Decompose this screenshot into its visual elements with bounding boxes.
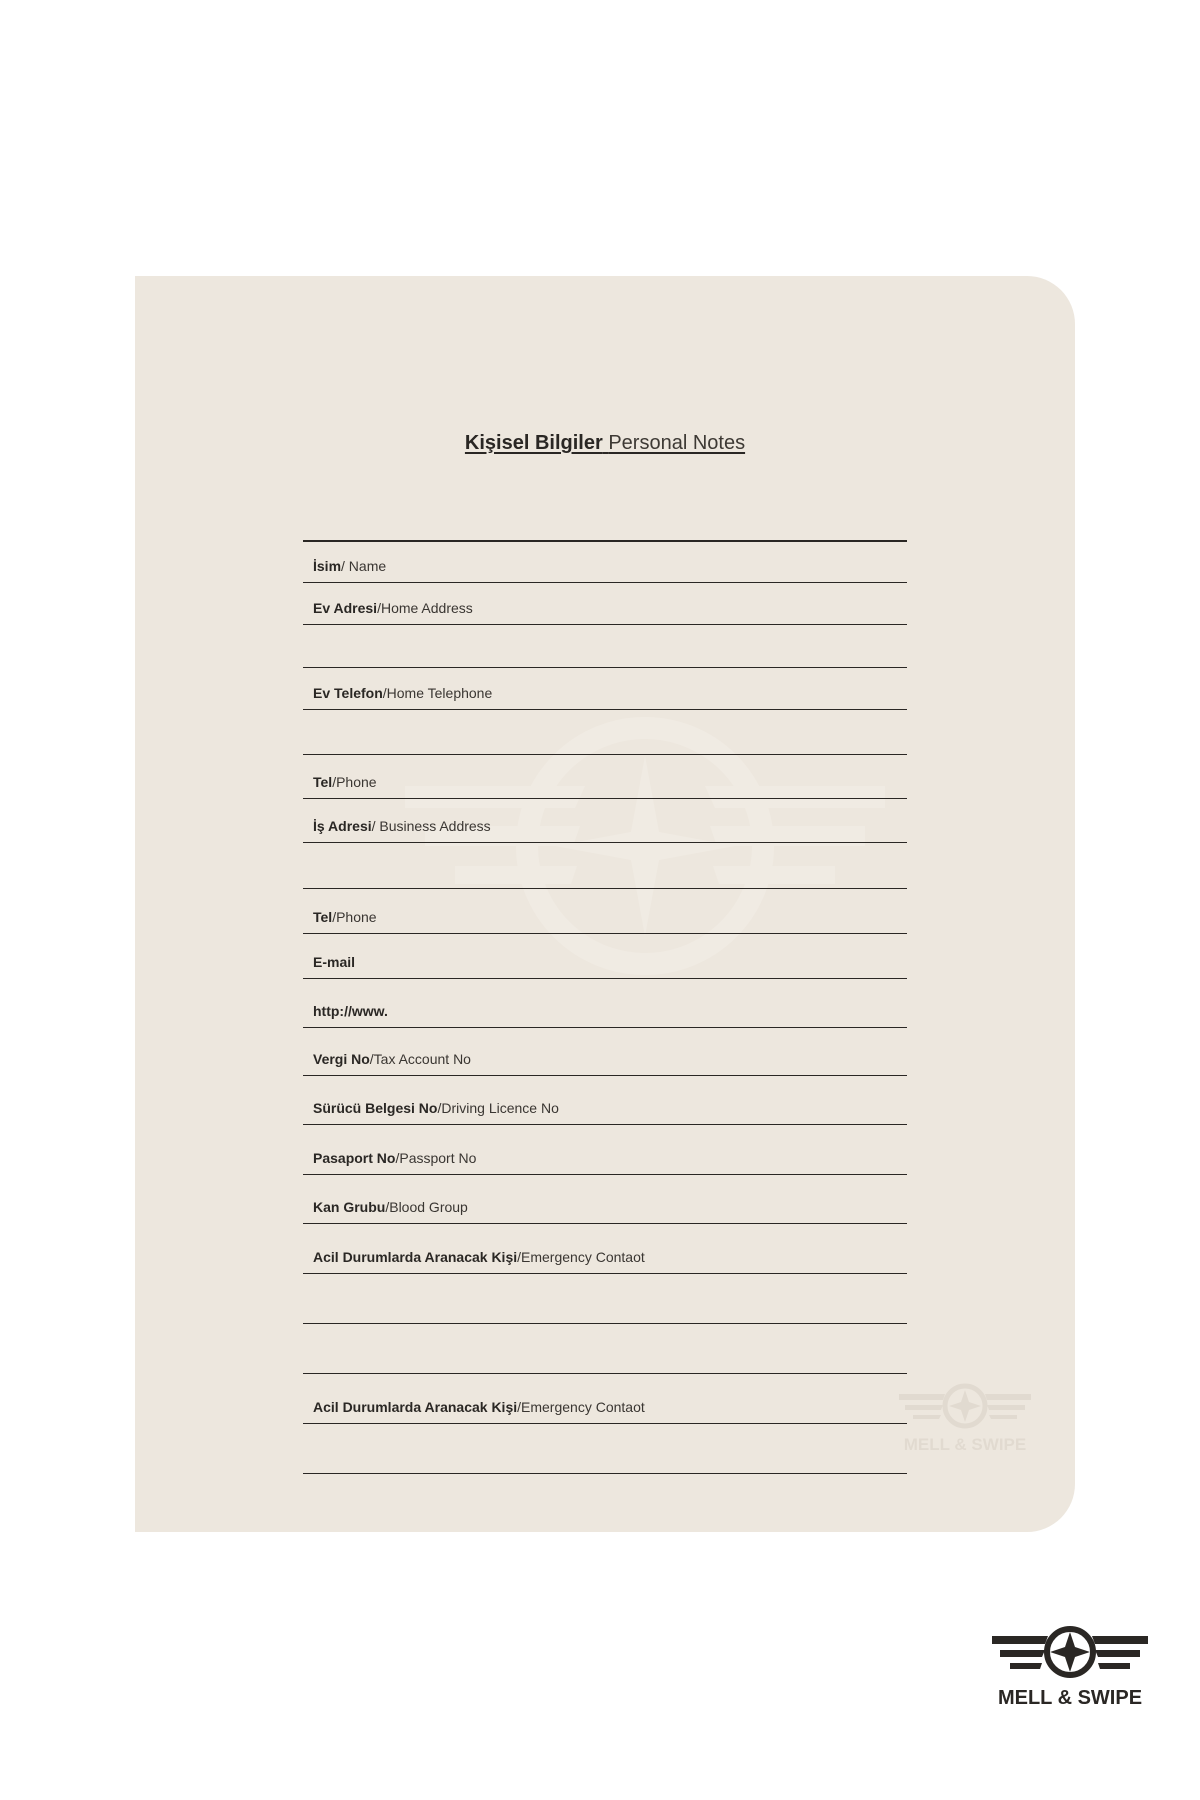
field-row-blood-group[interactable] — [303, 1175, 907, 1224]
field-row-blank[interactable] — [303, 1324, 907, 1374]
field-row-phone[interactable] — [303, 755, 907, 799]
title-turkish: Kişisel Bilgiler — [464, 432, 603, 454]
field-label: Acil Durumlarda Aranacak Kişi/Emergency Contaot — [313, 1399, 645, 1415]
field-label: Pasaport No/Passport No — [313, 1150, 477, 1166]
winged-star-icon — [899, 1386, 1031, 1426]
field-label: Ev Telefon/Home Telephone — [313, 685, 493, 701]
field-label: http://www. — [313, 1003, 388, 1019]
field-row-website[interactable] — [303, 979, 907, 1028]
card-brand-name: MELL & SWIPE — [903, 1435, 1027, 1454]
field-label: Tel/Phone — [313, 909, 377, 925]
field-row-blank[interactable] — [303, 710, 907, 755]
field-label: İş Adresi/ Business Address — [313, 818, 491, 834]
field-label: Acil Durumlarda Aranacak Kişi/Emergency Contaot — [313, 1249, 645, 1265]
card-brand-logo — [897, 1372, 1033, 1458]
field-row-business-address-continued[interactable] — [303, 843, 907, 889]
field-row-business-address[interactable] — [303, 799, 907, 843]
brand-logo — [990, 1618, 1150, 1710]
field-label: Vergi No/Tax Account No — [313, 1051, 471, 1067]
field-row-driving-licence[interactable] — [303, 1076, 907, 1125]
field-row-home-address-continued[interactable] — [303, 625, 907, 668]
field-row-tax-account[interactable] — [303, 1028, 907, 1076]
field-label: Tel/Phone — [313, 774, 377, 790]
field-row-email[interactable] — [303, 934, 907, 979]
field-row-name[interactable] — [303, 542, 907, 583]
page-title — [135, 432, 1075, 455]
brand-name: MELL & SWIPE — [997, 1687, 1143, 1709]
field-row-home-address[interactable] — [303, 583, 907, 625]
field-label: Kan Grubu/Blood Group — [313, 1199, 468, 1215]
field-row-home-telephone[interactable] — [303, 668, 907, 710]
title-english: Personal Notes — [608, 432, 746, 454]
field-row-emergency-contact-2[interactable] — [303, 1374, 907, 1424]
field-row-passport[interactable] — [303, 1125, 907, 1175]
field-row-blank[interactable] — [303, 1274, 907, 1324]
personal-notes-card — [135, 276, 1075, 1532]
winged-star-icon — [992, 1629, 1148, 1675]
field-row-blank[interactable] — [303, 1424, 907, 1474]
field-label: E-mail — [313, 954, 356, 970]
field-row-emergency-contact-1[interactable] — [303, 1224, 907, 1274]
field-label: İsim/ Name — [313, 558, 387, 574]
field-label: Ev Adresi/Home Address — [313, 600, 473, 616]
field-row-business-phone[interactable] — [303, 889, 907, 934]
field-label: Sürücü Belgesi No/Driving Licence No — [313, 1100, 559, 1116]
